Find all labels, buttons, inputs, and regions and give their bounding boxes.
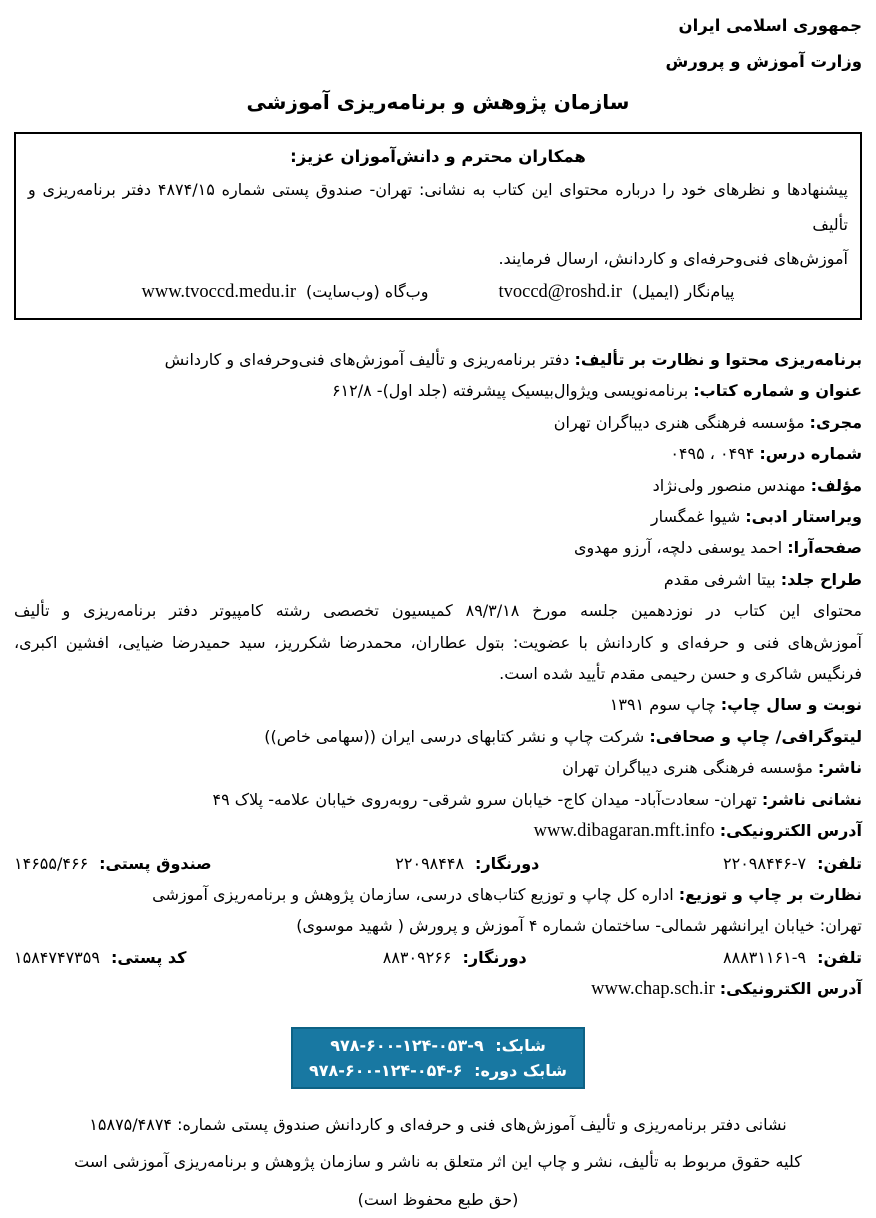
publisher-tel-pair xyxy=(723,848,862,879)
book-title-value: برنامه‌نویسی ویژوال‌بیسیک پیشرفته (جلد اول)- ۶۱۲/۸ xyxy=(331,381,689,401)
publisher-fax-label: دورنگار: xyxy=(475,853,540,873)
publisher-address-value: تهران- سعادت‌آباد- میدان کاج- خیابان سرو شرقی- روبه‌روی خیابان علامه- پلاک ۴۹ xyxy=(212,789,757,809)
executor-value: مؤسسه فرهنگی هنری دیباگران تهران xyxy=(553,412,805,432)
publisher-value: مؤسسه فرهنگی هنری دیباگران تهران xyxy=(562,758,813,778)
book-title-label: عنوان و شماره کتاب: xyxy=(693,381,862,401)
distribution-contacts-row xyxy=(14,942,862,973)
approval-note-line-2: آموزش‌های فنی و حرفه‌ای و کاردانش با عضویت: بتول عطاران، محمدرضا شکرریز، سید حمیدرضا ضیایی، افشین اکبری، xyxy=(14,632,862,652)
publisher-website-line xyxy=(14,815,862,847)
content-planning-label: برنامه‌ریزی محتوا و نظارت بر تألیف: xyxy=(574,350,862,369)
course-number-label: شماره درس: xyxy=(759,444,862,464)
literary-editor-line xyxy=(14,501,862,532)
author-value: مهندس منصور ولی‌نژاد xyxy=(652,475,806,495)
literary-editor-value: شیوا غمگسار xyxy=(650,507,741,527)
distribution-website-value: www.chap.sch.ir xyxy=(591,979,715,1000)
approval-note-line-1: محتوای این کتاب در نوزدهمین جلسه مورخ ۸۹/۳/۱۸ کمیسیون تخصصی رشته کامپیوتر دفتر برنامه‌ریزی و تألیف xyxy=(14,601,862,621)
publisher-website-value: www.dibagaran.mft.info xyxy=(533,821,715,842)
publisher-address-label: نشانی ناشر: xyxy=(761,789,862,809)
content-planning-line xyxy=(14,344,862,375)
publisher-contacts-row xyxy=(14,848,862,879)
isbn-value: ۹۷۸-۶۰۰-۱۲۴-۰۵۳-۹ xyxy=(330,1035,484,1055)
isbn-line xyxy=(309,1033,567,1058)
content-planning-value: دفتر برنامه‌ریزی و تألیف آموزش‌های فنی‌وحرفه‌ای و کاردانش xyxy=(164,350,570,369)
course-number-line xyxy=(14,438,862,469)
publisher-pobox-pair xyxy=(14,848,212,879)
colophon-details xyxy=(14,344,862,1006)
page-layout-value: احمد یوسفی دلچه، آرزو مهدوی xyxy=(574,538,783,558)
isbn-set-value: ۹۷۸-۶۰۰-۱۲۴-۰۵۴-۶ xyxy=(309,1060,463,1080)
publisher-pobox-label: صندوق پستی: xyxy=(99,853,212,873)
cover-designer-label: طراح جلد: xyxy=(780,569,862,589)
lithography-line xyxy=(14,721,862,752)
executor-label: مجری: xyxy=(809,412,862,432)
publisher-address-line xyxy=(14,784,862,815)
email-label: پیام‌نگار (ایمیل) xyxy=(631,282,735,301)
book-title-line xyxy=(14,375,862,406)
publisher-fax-value: ۲۲۰۹۸۴۴۸ xyxy=(395,853,465,873)
print-distribution-label: نظارت بر چاپ و توزیع: xyxy=(678,884,862,904)
distribution-postal-label: کد پستی: xyxy=(110,947,187,967)
publisher-website-label: آدرس الکترونیکی: xyxy=(719,821,862,841)
distribution-website-label: آدرس الکترونیکی: xyxy=(719,979,862,999)
distribution-tel-value: ۸۸۸۳۱۱۶۱-۹ xyxy=(723,947,807,967)
lithography-value: شرکت چاپ و نشر کتابهای درسی ایران ((سهامی خاص)) xyxy=(264,726,645,746)
literary-editor-label: ویراستار ادبی: xyxy=(745,507,862,527)
author-line xyxy=(14,470,862,501)
notice-box xyxy=(14,132,862,320)
ministry-line: وزارت آموزش و پرورش xyxy=(665,52,862,71)
print-distribution-value: اداره کل چاپ و توزیع کتاب‌های درسی، سازمان پژوهش و برنامه‌ریزی آموزشی xyxy=(152,884,674,904)
isbn-set-label: شابک دوره: xyxy=(474,1060,568,1080)
print-edition-value: چاپ سوم ۱۳۹۱ xyxy=(609,695,716,715)
distribution-postal-pair xyxy=(14,942,186,973)
footer-copyright: کلیه حقوق مربوط به تألیف، نشر و چاپ این اثر متعلق به ناشر و سازمان پژوهش و برنامه‌ریزی آموزشی است xyxy=(74,1152,802,1172)
print-edition-line xyxy=(14,689,862,720)
distribution-fax-value: ۸۸۳۰۹۲۶۶ xyxy=(382,947,452,967)
cover-designer-value: بیتا اشرفی مقدم xyxy=(663,569,776,589)
isbn-label: شابک: xyxy=(495,1035,546,1055)
publisher-tel-label: تلفن: xyxy=(817,853,862,873)
publisher-pobox-value: ۱۴۶۵۵/۴۶۶ xyxy=(14,853,89,873)
print-distribution-line xyxy=(14,879,862,910)
publisher-label: ناشر: xyxy=(817,758,862,778)
cover-designer-line xyxy=(14,564,862,595)
notice-body-line-1: پیشنهادها و نظرهای خود را درباره محتوای این کتاب به نشانی: تهران- صندوق پستی شماره ۴۸۷۴/۱۵ دفتر برنامه‌ریزی و تألیف xyxy=(28,180,848,234)
publisher-fax-pair xyxy=(395,848,539,879)
executor-line xyxy=(14,407,862,438)
website-label: وب‌گاه (وب‌سایت) xyxy=(306,282,429,301)
footer xyxy=(14,1106,862,1218)
page-layout-label: صفحه‌آرا: xyxy=(787,538,862,558)
page-layout-line xyxy=(14,532,862,563)
website-address: www.tvoccd.medu.ir xyxy=(141,282,296,302)
approval-note-line-3: فرنگیس شاکری و حسن رحیمی مقدم تأیید شده است. xyxy=(499,664,862,684)
notice-body-line-2: آموزش‌های فنی‌وحرفه‌ای و کاردانش، ارسال فرمایند. xyxy=(498,249,848,268)
email-pair xyxy=(498,275,734,309)
isbn-set-line xyxy=(309,1058,567,1083)
country-line: جمهوری اسلامی ایران xyxy=(678,16,862,35)
author-label: مؤلف: xyxy=(810,475,862,495)
distribution-postal-value: ۱۵۸۴۷۴۷۳۵۹ xyxy=(14,947,100,967)
notice-heading: همکاران محترم و دانش‌آموزان عزیز: xyxy=(290,147,586,166)
organization-title: سازمان پژوهش و برنامه‌ریزی آموزشی xyxy=(246,90,630,114)
distribution-fax-pair xyxy=(383,942,527,973)
lithography-label: لیتوگرافی/ چاپ و صحافی: xyxy=(649,726,862,746)
isbn-box xyxy=(291,1027,585,1089)
publisher-line xyxy=(14,752,862,783)
notice-contact-row xyxy=(28,275,848,309)
distribution-tel-label: تلفن: xyxy=(817,947,862,967)
course-number-value: ۰۴۹۴ ، ۰۴۹۵ xyxy=(670,444,755,464)
distribution-address-line: تهران: خیابان ایرانشهر شمالی- ساختمان شماره ۴ آموزش و پرورش ( شهید موسوی) xyxy=(296,916,862,936)
footer-rights-note: (حق طبع محفوظ است) xyxy=(357,1189,519,1209)
website-pair xyxy=(142,275,429,309)
email-address: tvoccd@roshd.ir xyxy=(498,282,622,302)
distribution-website-line xyxy=(14,973,862,1005)
footer-office-address: نشانی دفتر برنامه‌ریزی و تألیف آموزش‌های فنی و حرفه‌ای و کاردانش صندوق پستی شماره: ۱۵۸۷۵/۴۸۷۴ xyxy=(89,1114,787,1134)
publisher-tel-value: ۲۲۰۹۸۴۴۶-۷ xyxy=(723,853,807,873)
distribution-tel-pair xyxy=(723,942,862,973)
distribution-fax-label: دورنگار: xyxy=(462,947,527,967)
print-edition-label: نوبت و سال چاپ: xyxy=(720,695,862,715)
